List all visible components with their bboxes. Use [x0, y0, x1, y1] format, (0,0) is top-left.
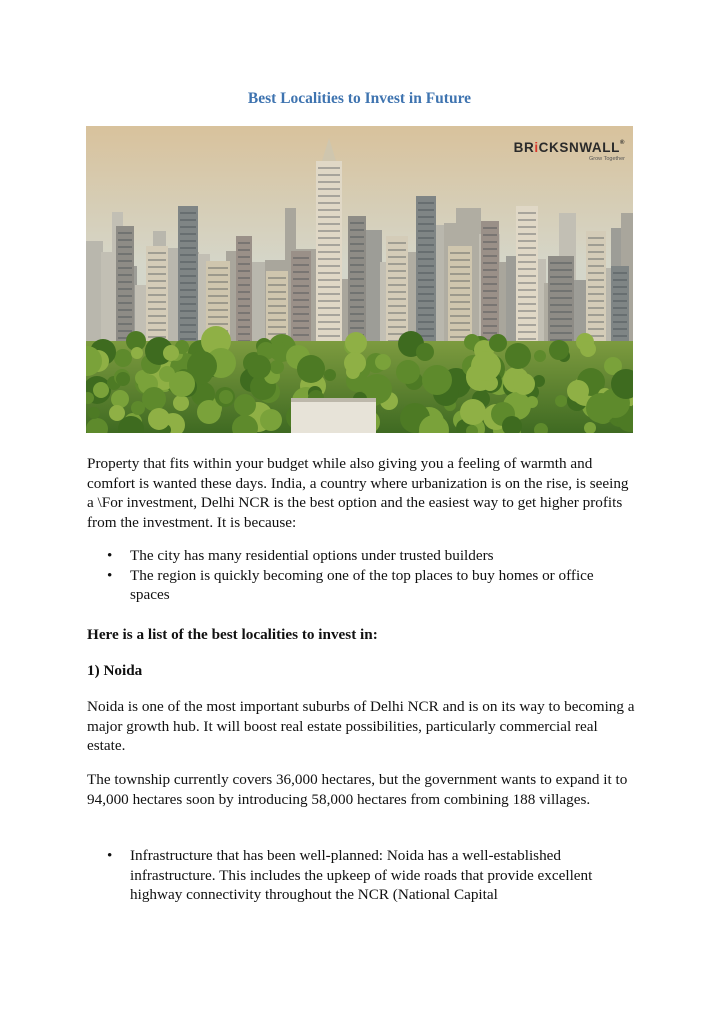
- logo-wordmark: BRiCKSNWALL®: [513, 140, 625, 155]
- city-skyline-illustration: [86, 126, 633, 433]
- noida-heading: 1) Noida: [87, 662, 143, 679]
- logo-tagline: Grow Together: [589, 156, 625, 162]
- localities-heading: Here is a list of the best localities to invest in:: [87, 626, 378, 643]
- list-item: • The city has many residential options under trusted builders: [130, 546, 637, 566]
- intro-paragraph: Property that fits within your budget while also giving you a feeling of warmth and comfort is wanted these days. India, a country where urbanization is on the rise, is seeing a \For investment, Delhi NCR is the best option and the easiest way to get higher profits from the investment. It is because:: [87, 455, 629, 531]
- noida-paragraph-2: The township currently covers 36,000 hectares, but the government wants to expand it to 94,000 hectares soon by introducing 58,000 hectares from combining 188 villages.: [87, 771, 628, 808]
- reasons-list: [87, 546, 637, 605]
- list-item: • Infrastructure that has been well-planned: Noida has a well-established infrastructure. This includes the upkeep of wide roads that provide excellent highway connectivity throughout the NCR (National Capital: [130, 846, 637, 905]
- bricksnwall-logo: [514, 140, 625, 162]
- hero-cityscape-image: [86, 126, 633, 433]
- noida-features-list: [87, 846, 637, 905]
- page-title: Best Localities to Invest in Future: [247, 90, 472, 107]
- noida-paragraph-1: Noida is one of the most important suburbs of Delhi NCR and is on its way to becoming a major growth hub. It will boost real estate possibilities, particularly commercial real estate.: [87, 698, 635, 755]
- list-item: • The region is quickly becoming one of the top places to buy homes or office spaces: [130, 566, 637, 605]
